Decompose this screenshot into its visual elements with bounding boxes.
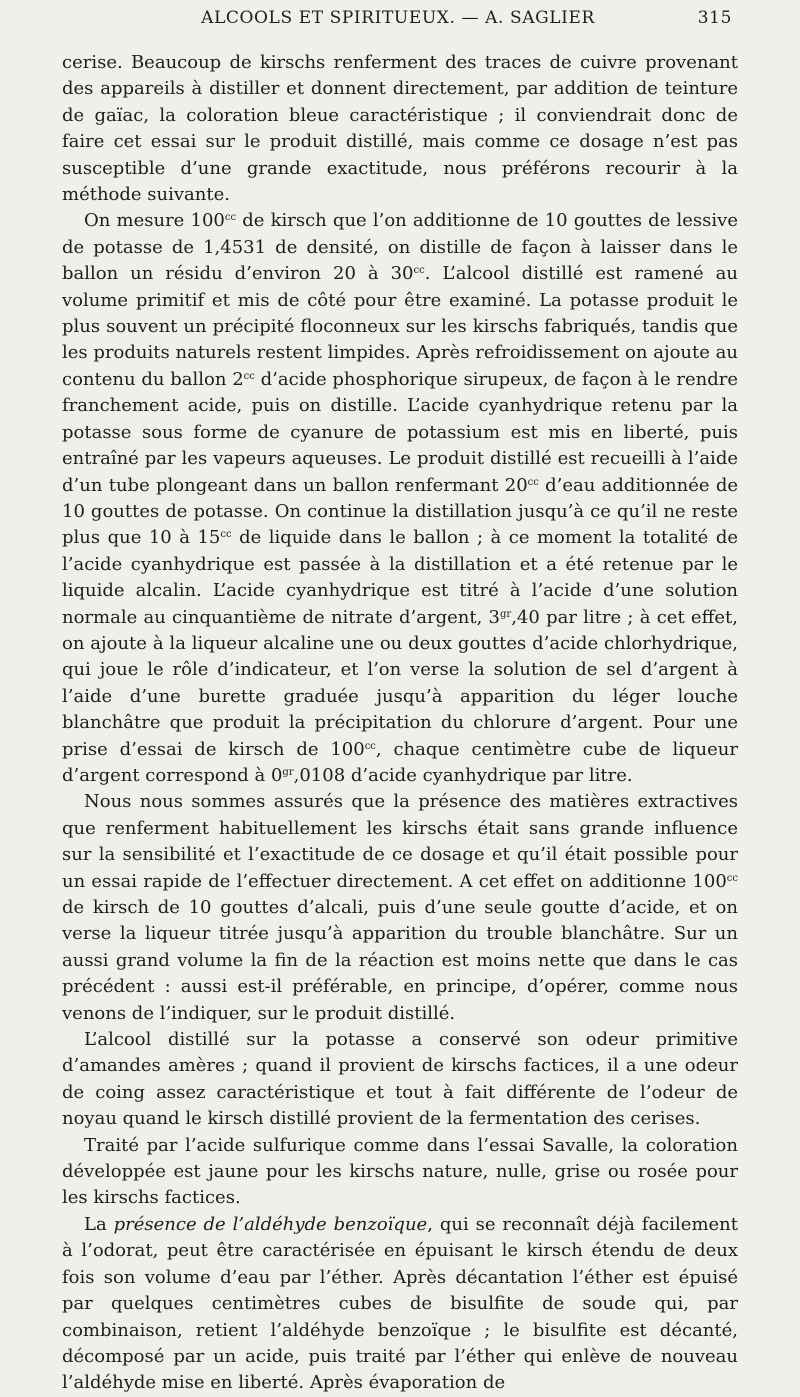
text-run: cerise. Beaucoup de kirschs renferment des traces de cuivre provenant des appareils à distiller et donnent directement, par addition de teinture de gaïac, la coloration bleue caractéristique ; il conviendrait donc de faire cet essai sur le produit distillé, mais comme ce dosage n’est pas susceptible d’une grande exactitude, nous préférons recourir à la méthode suivante. [62,52,738,206]
text-run: Nous nous sommes assurés que la présence des matières extractives que renferment habituellement les kirschs était sans grande influence sur la sensibilité et l’exactitude de ce dosage et qu’il était possible pour un essai rapide de l’effectuer directement. A cet effet on additionne 100 [62,791,738,892]
superscript-unit: gr [500,608,512,620]
superscript-unit: cc [243,370,255,382]
text-run: de kirsch de 10 gouttes d’alcali, puis d’une seule goutte d’acide, et on verse la liqueur titrée jusqu’à apparition du trouble blanchâtre. Sur un aussi grand volume la fin de la réaction est moins nette que dans le cas précédent : aussi est-il préférable, en principe, d’opérer, comme nous venons de l’indiquer, sur le produit distillé. [62,897,738,1024]
text-run: de liquide dans le ballon ; à ce moment la totalité de l’acide cyanhydrique est passée à la distillation et a été retenue par le liquide alcalin. L’acide cyanhydrique est titré à l’acide d’une solution normale au cinquantième de nitrate d’argent, 3 [62,527,738,628]
superscript-unit: cc [413,265,425,277]
text-run: . L’alcool distillé est ramené au volume primitif et mis de côté pour être examiné. La potasse produit le plus souvent un précipité floconneux sur les kirschs fabriqués, tandis que les produits naturels restent limpides. Après refroidissement on ajoute au contenu du ballon 2 [62,263,738,390]
superscript-unit: cc [364,740,376,752]
superscript-unit: cc [527,476,539,488]
running-header [64,8,732,32]
text-run: Traité par l’acide sulfurique comme dans l’essai Savalle, la coloration développée est jaune pour les kirschs nature, nulle, grise ou rosée pour les kirschs factices. [62,1134,738,1209]
superscript-unit: cc [224,212,237,224]
paragraph [62,1027,738,1133]
italic-text: présence de l’aldéhyde benzoïque [113,1213,428,1235]
paragraph [62,789,738,1027]
text-run: La [84,1213,114,1235]
page-number: 315 [697,8,732,28]
paragraph [62,1133,738,1212]
superscript-unit: cc [220,529,232,541]
text-run: ,40 par litre ; à cet effet, on ajoute à la liqueur alcaline une ou deux gouttes d’acide chlorhydrique, qui joue le rôle d’indicateur, et l’on verse la solution de sel d’argent à l’aide d’une burette graduée jusqu’à apparition du léger louche blanchâtre que produit la précipitation du chlorure d’argent. Pour une prise d’essai de kirsch de 100 [62,606,738,760]
text-run: L’alcool distillé sur la potasse a conservé son odeur primitive d’amandes amères ; quand il provient de kirschs factices, il a une odeur de coing assez caractéristique et tout à fait différente de l’odeur de noyau quand le kirsch distillé provient de la fermentation des cerises. [62,1029,738,1130]
paragraph [62,208,738,789]
running-title: ALCOOLS ET SPIRITUEUX. — A. SAGLIER [201,8,595,28]
paragraph [62,50,738,208]
text-run: d’eau additionnée de 10 gouttes de potasse. On continue la distillation jusqu’à ce qu’il ne reste plus que 10 à 15 [62,474,738,549]
text-run: ,0108 d’acide cyanhydrique par litre. [293,764,633,786]
text-run: , chaque centimètre cube de liqueur d’argent correspond à 0 [62,738,738,786]
superscript-unit: cc [726,872,738,884]
text-run: de kirsch que l’on additionne de 10 gouttes de lessive de potasse de 1,4531 de densité, on distille de façon à laisser dans le ballon un résidu d’environ 20 à 30 [62,210,738,285]
text-run: On mesure 100 [84,210,225,232]
text-run: , qui se reconnaît déjà facilement à l’odorat, peut être caractérisée en épuisant le kirsch étendu de deux fois son volume d’eau par l’éther. Après décantation l’éther est épuisé par quelques centimètres cubes de bisulfite de soude qui, par combinaison, retient l’aldéhyde benzoïque ; le bisulfite est décanté, décomposé par un acide, puis traité par l’éther qui enlève de nouveau l’aldéhyde mise en liberté. Après évaporation de [62,1213,738,1394]
body-text [62,50,738,1397]
paragraph [62,1212,738,1397]
text-run: d’acide phosphorique sirupeux, de façon à le rendre franchement acide, puis on distille. L’acide cyanhydrique retenu par la potasse sous forme de cyanure de potassium est mis en liberté, puis entraîné par les vapeurs aqueuses. Le produit distillé est recueilli à l’aide d’un tube plongeant dans un ballon renfermant 20 [62,368,738,496]
superscript-unit: gr [282,766,294,778]
